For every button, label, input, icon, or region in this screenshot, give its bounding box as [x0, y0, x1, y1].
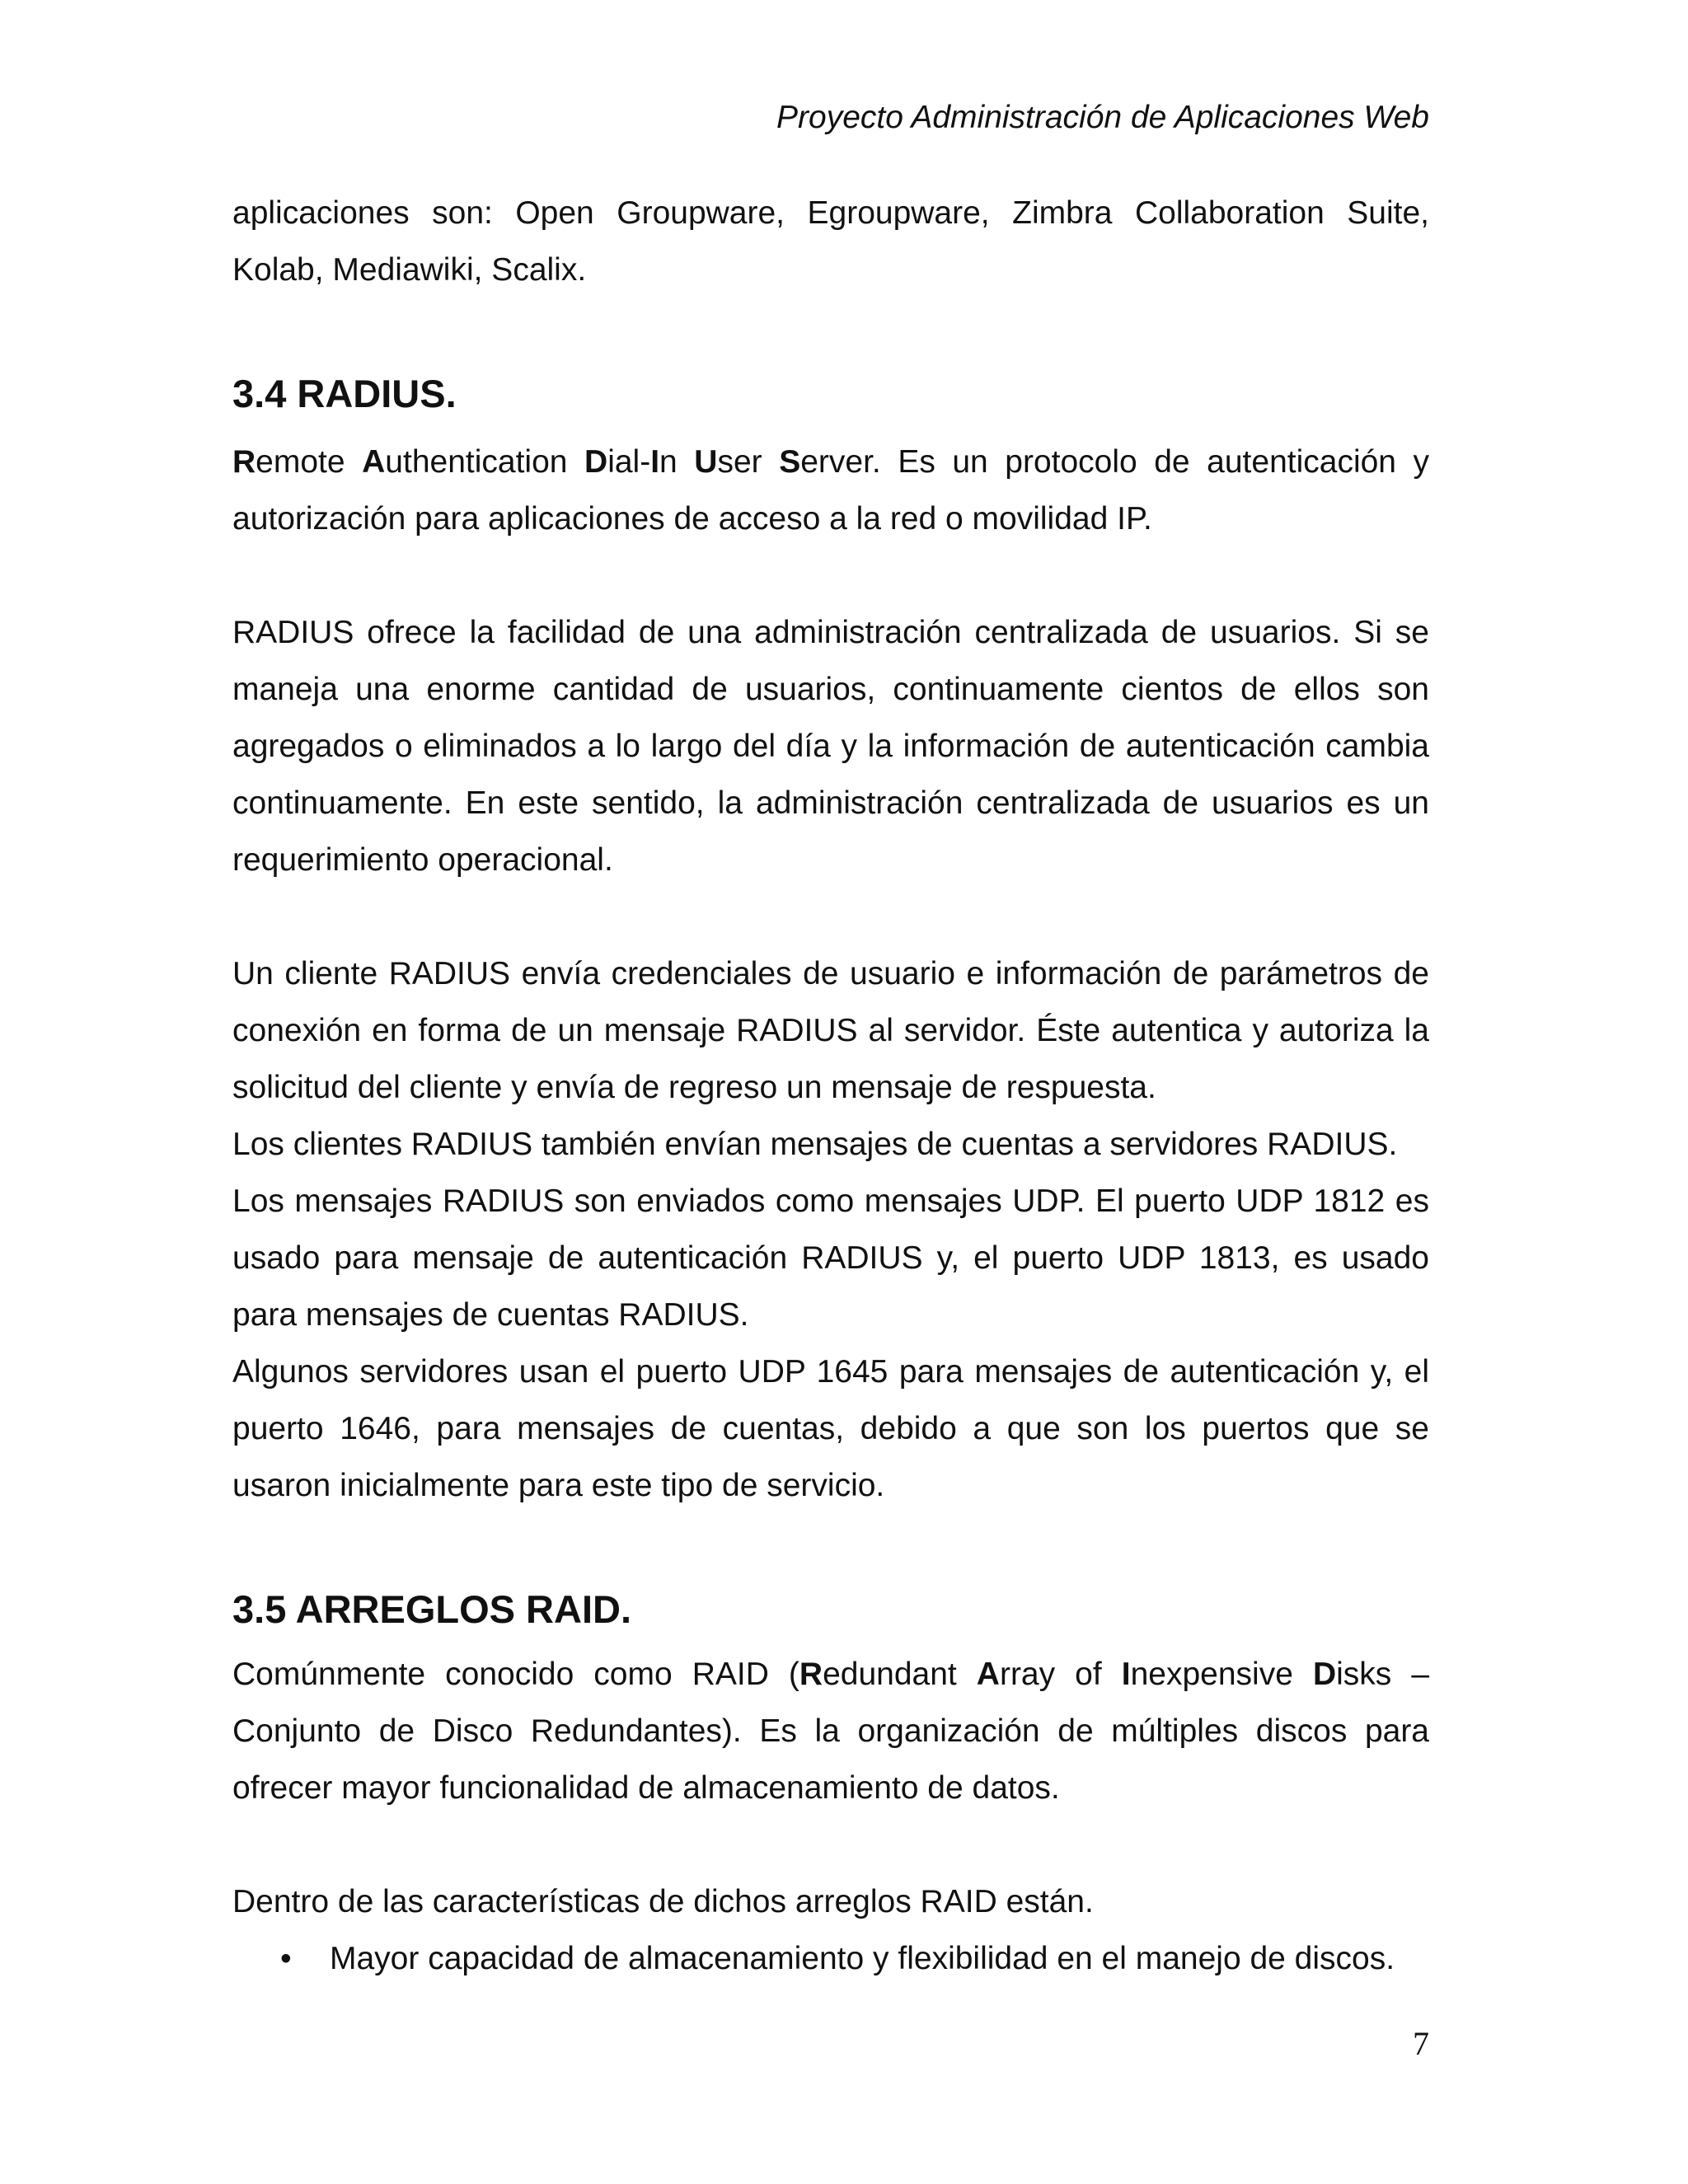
acronym-word-rest: rray of	[999, 1657, 1102, 1692]
acronym-initial: I	[1121, 1657, 1131, 1692]
acronym-initial: U	[694, 444, 718, 480]
radius-paragraph-legacy-ports: Algunos servidores usan el puerto UDP 1645 para mensajes de autenticación y, el puerto 1646, para mensajes de cuentas, debido a que son los puertos que se usaron inicialmente para este tipo de servicio.	[232, 1354, 1429, 1503]
acronym-initial: D	[1312, 1657, 1337, 1692]
raid-features-list	[232, 1930, 1429, 1987]
acronym-word-rest: erver.	[800, 444, 881, 480]
acronym-initial: A	[976, 1657, 1000, 1692]
paragraph-spacer	[232, 1816, 1429, 1873]
list-item-text: Mayor capacidad de almacenamiento y flexibilidad en el manejo de discos.	[330, 1941, 1395, 1976]
section-heading-raid: 3.5 ARREGLOS RAID.	[232, 1587, 631, 1631]
section-heading-radius: 3.4 RADIUS.	[232, 372, 457, 415]
acronym-initial: R	[232, 444, 256, 480]
raid-intro-end: – Conjunto de Disco Redundantes). Es la organización de múltiples discos para ofrecer mayor funcionalidad de almacenamiento de datos.	[232, 1657, 1430, 1806]
radius-paragraph-centralized-admin: RADIUS ofrece la facilidad de una administración centralizada de usuarios. Si se maneja una enorme cantidad de usuarios, continuamente cientos de ellos son agregados o eliminados a lo largo del día y la información de autenticación cambia continuamente. En este sentido, la administración centralizada de usuarios es un requerimiento operacional.	[232, 615, 1429, 878]
radius-paragraph-udp-ports: Los mensajes RADIUS son enviados como mensajes UDP. El puerto UDP 1812 es usado para mensaje de autenticación RADIUS y, el puerto UDP 1813, es usado para mensajes de cuentas RADIUS.	[232, 1183, 1429, 1333]
radius-paragraph-client-credentials: Un cliente RADIUS envía credenciales de usuario e información de parámetros de conexión en forma de un mensaje RADIUS al servidor. Éste autentica y autoriza la solicitud del cliente y envía de regreso un mensaje de respuesta.	[232, 956, 1429, 1105]
acronym-initial: D	[584, 444, 608, 480]
radius-definition-paragraph	[232, 434, 1429, 547]
acronym-word-rest: n	[659, 444, 678, 480]
acronym-initial: R	[799, 1657, 823, 1692]
acronym-word-rest: emote	[256, 444, 345, 480]
page-number: 7	[1413, 2025, 1429, 2062]
raid-intro-start: Comúnmente conocido como RAID (	[232, 1657, 799, 1692]
acronym-initial: I	[650, 444, 660, 480]
list-item	[232, 1930, 1429, 1987]
acronym-initial: S	[779, 444, 801, 480]
running-header: Proyecto Administración de Aplicaciones Web	[776, 100, 1429, 135]
acronym-initial: A	[362, 444, 386, 480]
intro-continuation-paragraph: aplicaciones son: Open Groupware, Egroupware, Zimbra Collaboration Suite, Kolab, Mediawiki, Scalix.	[232, 195, 1429, 288]
paragraph-spacer	[232, 888, 1429, 945]
acronym-word-rest: ial-	[607, 444, 651, 480]
bullet-icon: •	[280, 1941, 292, 1976]
acronym-word-rest: ser	[717, 444, 762, 480]
acronym-word-rest: uthentication	[385, 444, 568, 480]
acronym-word-rest: edundant	[823, 1657, 957, 1692]
raid-features-intro: Dentro de las características de dichos arreglos RAID están.	[232, 1884, 1094, 1919]
radius-definition-text: Es un protocolo de autenticación y autorización para aplicaciones de acceso a la red o movilidad IP.	[232, 444, 1430, 537]
acronym-word-rest: isks	[1336, 1657, 1392, 1692]
radius-paragraph-accounting: Los clientes RADIUS también envían mensajes de cuentas a servidores RADIUS.	[232, 1127, 1398, 1162]
page-body	[232, 185, 1429, 1987]
acronym-word-rest: nexpensive	[1130, 1657, 1293, 1692]
paragraph-spacer	[232, 547, 1429, 604]
raid-definition-paragraph	[232, 1646, 1429, 1816]
